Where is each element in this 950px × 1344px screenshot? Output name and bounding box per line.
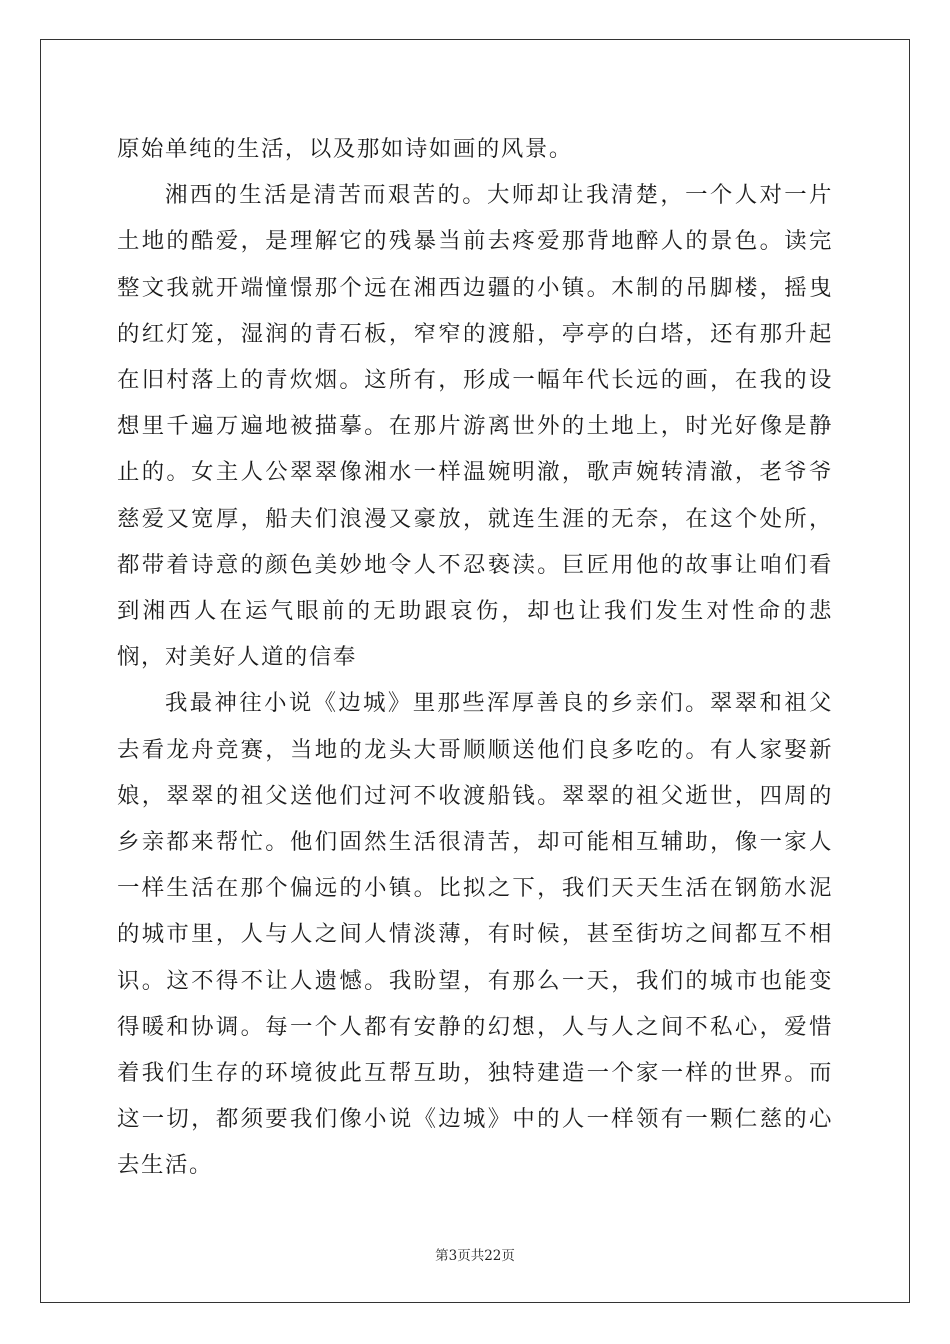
paragraph-2: 湘西的生活是清苦而艰苦的。大师却让我清楚，一个人对一片土地的酷爱，是理解它的残暴当前去疼爱那背地醉人的景色。读完整文我就开端憧憬那个远在湘西边疆的小镇。木制的吊脚楼，摇曳的红灯笼，湿润的青石板，窄窄的渡船，亭亭的白塔，还有那升起在旧村落上的青炊烟。这所有，形成一幅年代长远的画，在我的设想里千遍万遍地被描摹。在那片游离世外的土地上，时光好像是静止的。女主人公翠翠像湘水一样温婉明澈，歌声婉转清澈，老爷爷慈爱又宽厚，船夫们浪漫又豪放，就连生涯的无奈，在这个处所，都带着诗意的颜色美妙地令人不忍亵渎。巨匠用他的故事让咱们看到湘西人在运气眼前的无助跟哀伤，却也让我们发生对性命的悲悯，对美好人道的信奉 — [117, 182, 833, 671]
page-footer — [0, 1247, 950, 1265]
document-body — [117, 126, 833, 1189]
page-total: 共22页 — [470, 1248, 515, 1264]
paragraph-1: 原始单纯的生活，以及那如诗如画的风景。 — [117, 136, 573, 162]
page-number: 第3页 — [435, 1248, 471, 1264]
paragraph-3: 我最神往小说《边城》里那些浑厚善良的乡亲们。翠翠和祖父去看龙舟竞赛，当地的龙头大哥顺顺送他们良多吃的。有人家娶新娘，翠翠的祖父送他们过河不收渡船钱。翠翠的祖父逝世，四周的乡亲都来帮忙。他们固然生活很清苦，却可能相互辅助，像一家人一样生活在那个偏远的小镇。比拟之下，我们天天生活在钢筋水泥的城市里，人与人之间人情淡薄，有时候，甚至街坊之间都互不相识。这不得不让人遗憾。我盼望，有那么一天，我们的城市也能变得暖和协调。每一个人都有安静的幻想，人与人之间不私心，爱惜着我们生存的环境彼此互帮互助，独特建造一个家一样的世界。而这一切，都须要我们像小说《边城》中的人一样领有一颗仁慈的心去生活。 — [117, 690, 833, 1179]
